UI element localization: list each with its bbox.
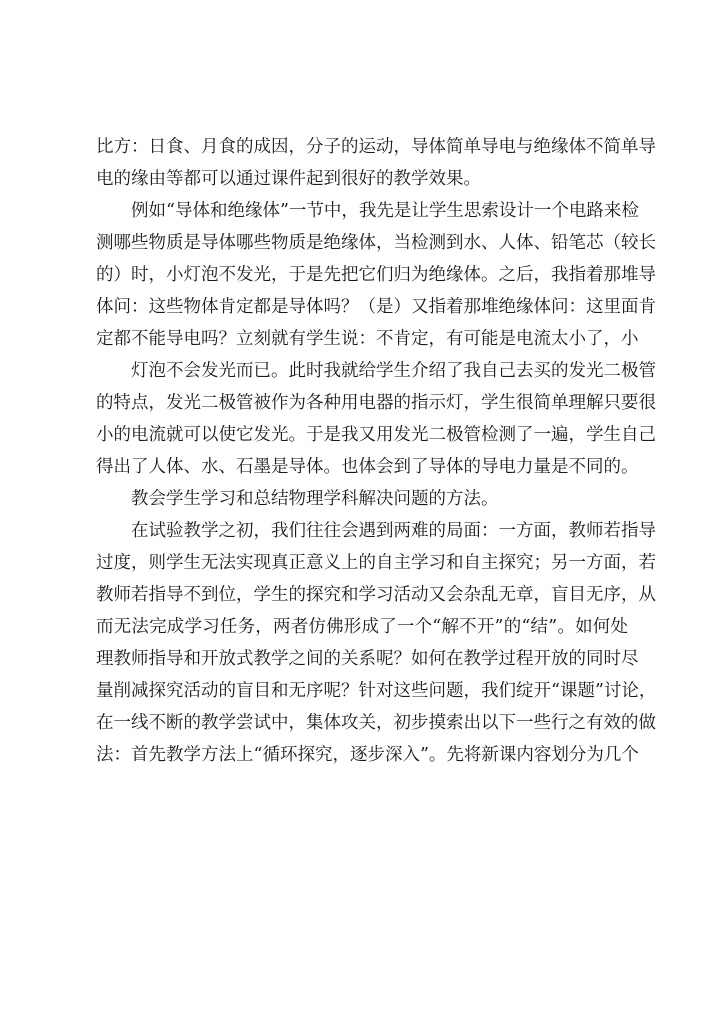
- text-line-14: 过度，则学生无法实现真正意义上的自主学习和自主探究；另一方面，若: [96, 553, 656, 573]
- text-line-17: 理教师指导和开放式教学之间的关系呢？如何在教学过程开放的同时尽: [96, 649, 639, 669]
- text-line-1: 比方：日食、月食的成因，分子的运动，导体简单导电与绝缘体不简单导: [96, 137, 656, 157]
- text-line-3: 例如“导体和绝缘体”一节中，我先是让学生思索设计一个电路来检: [131, 201, 639, 221]
- text-line-9: 的特点，发光二极管被作为各种用电器的指示灯，学生很简单理解只要很: [96, 393, 656, 413]
- text-line-18: 量削减探究活动的盲目和无序呢？针对这些问题，我们绽开“课题”讨论，: [96, 681, 657, 701]
- text-line-15: 教师若指导不到位，学生的探究和学习活动又会杂乱无章，盲目无序，从: [96, 585, 656, 605]
- text-line-12: 教会学生学习和总结物理学科解决问题的方法。: [131, 489, 499, 509]
- text-line-20: 法：首先教学方法上“循环探究，逐步深入”。先将新课内容划分为几个: [96, 745, 639, 765]
- text-line-6: 体问：这些物体肯定都是导体吗？（是）又指着那堆绝缘体问：这里面肯: [96, 297, 656, 317]
- text-line-13: 在试验教学之初，我们往往会遇到两难的局面：一方面，教师若指导: [131, 521, 656, 541]
- document-body: [96, 131, 657, 771]
- text-line-8: 灯泡不会发光而已。此时我就给学生介绍了我自己去买的发光二极管: [131, 361, 656, 381]
- text-line-11: 得出了人体、水、石墨是导体。也体会到了导体的导电力量是不同的。: [96, 457, 639, 477]
- text-line-10: 小的电流就可以使它发光。于是我又用发光二极管检测了一遍，学生自己: [96, 425, 656, 445]
- text-line-19: 在一线不断的教学尝试中，集体攻关，初步摸索出以下一些行之有效的做: [96, 713, 656, 733]
- text-line-2: 电的缘由等都可以通过课件起到很好的教学效果。: [96, 169, 481, 189]
- text-line-4: 测哪些物质是导体哪些物质是绝缘体，当检测到水、人体、铅笔芯（较长: [96, 233, 656, 253]
- text-line-16: 而无法完成学习任务，两者仿佛形成了一个“解不开”的“结”。如何处: [96, 617, 628, 637]
- text-line-5: 的）时，小灯泡不发光，于是先把它们归为绝缘体。之后，我指着那堆导: [96, 265, 656, 285]
- text-line-7: 定都不能导电吗？立刻就有学生说：不肯定，有可能是电流太小了，小: [96, 329, 639, 349]
